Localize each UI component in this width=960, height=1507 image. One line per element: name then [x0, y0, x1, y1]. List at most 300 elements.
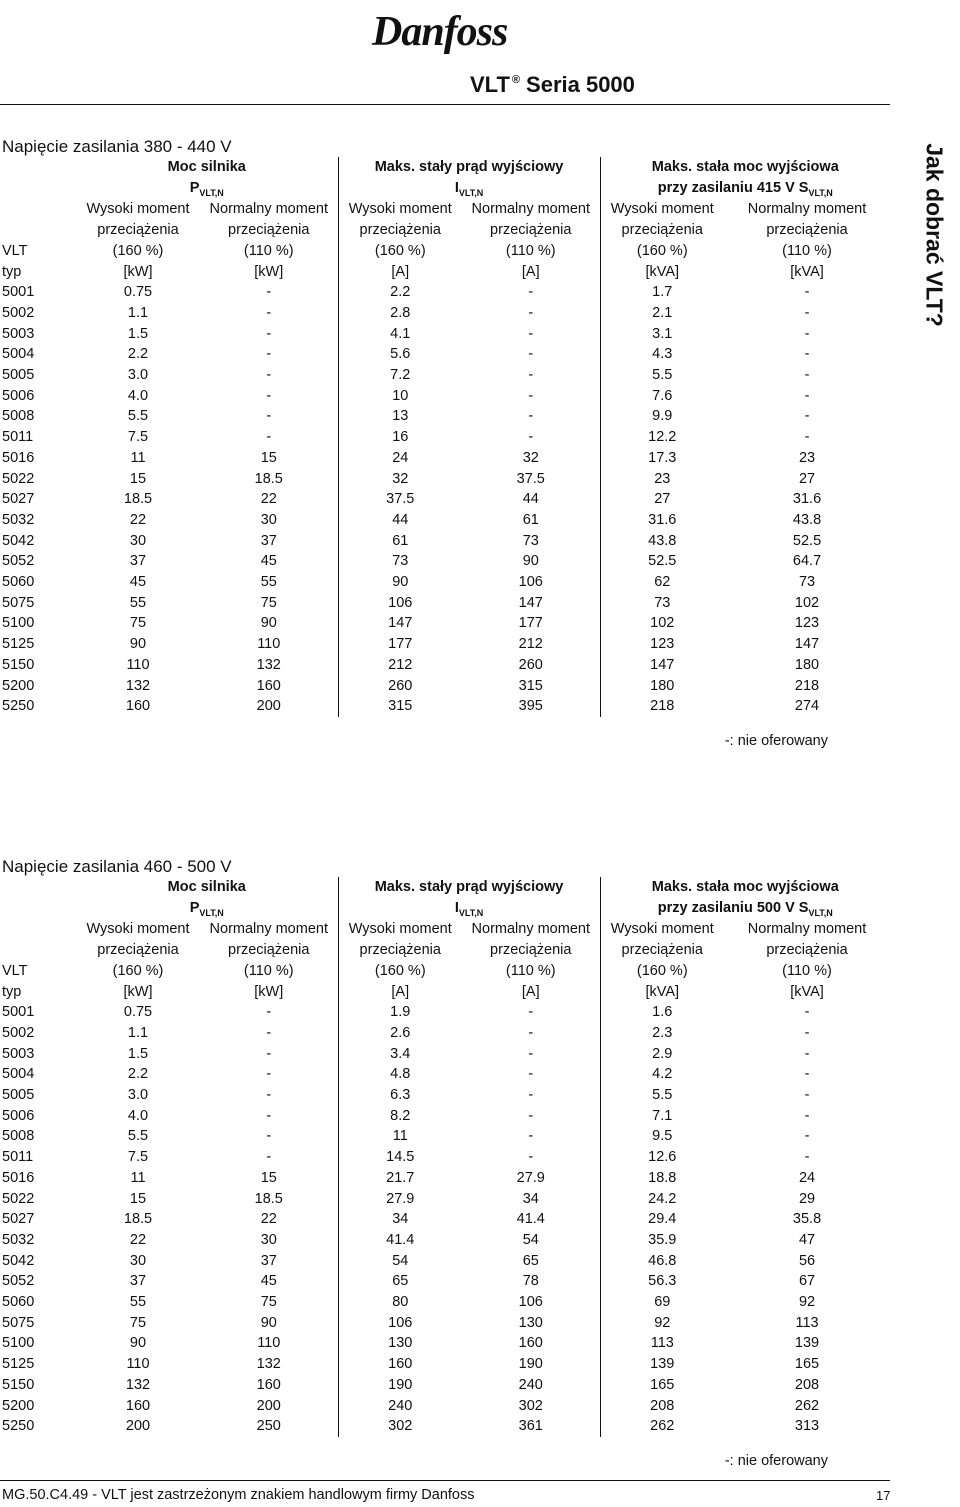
value-cell: 75	[260, 594, 277, 611]
value-cell: 30	[129, 1252, 147, 1269]
table-row	[0, 448, 890, 469]
vlt-type-cell: 5100	[2, 1335, 35, 1352]
value-cell: 8.2	[338, 1106, 462, 1127]
value-cell: 46.8	[600, 1251, 724, 1272]
side-section-title	[904, 140, 960, 330]
column-header-cell: (160 %)	[600, 961, 724, 982]
column-header-row	[0, 199, 890, 220]
value-cell: 90	[260, 615, 277, 632]
value-cell: 139	[600, 1354, 724, 1375]
vlt-type-cell: 5006	[2, 387, 35, 404]
value-cell: 218	[600, 696, 724, 717]
value-cell: 200	[256, 698, 281, 715]
column-header-cell: przeciążenia	[766, 942, 848, 959]
value-cell: 24	[798, 1169, 816, 1186]
value-cell: 113	[795, 1314, 819, 1331]
value-cell: 262	[600, 1416, 724, 1437]
value-cell: 52.5	[600, 551, 724, 572]
value-cell: 3.0	[127, 367, 149, 384]
value-cell: 18.8	[600, 1168, 724, 1189]
value-cell: 147	[600, 655, 724, 676]
page-number: 17	[876, 1488, 891, 1503]
footnote: -: nie oferowany	[724, 1453, 828, 1469]
table-row	[0, 1354, 890, 1375]
symbol-subscript: VLT,N	[199, 187, 224, 198]
column-header-cell: [A]	[521, 983, 540, 1000]
value-cell: 106	[338, 593, 462, 614]
table-row	[0, 1044, 890, 1065]
value-cell: 132	[256, 1356, 281, 1373]
vlt-type-cell: 5011	[2, 1149, 34, 1166]
value-cell: 11	[130, 1169, 146, 1186]
table-row	[0, 1416, 890, 1437]
table-row	[0, 1023, 890, 1044]
value-cell: 6.3	[338, 1085, 462, 1106]
value-cell: 2.9	[600, 1044, 724, 1065]
rating-table	[0, 157, 890, 717]
column-header-row	[0, 940, 890, 961]
vlt-type-cell: 5027	[2, 491, 35, 508]
table-row	[0, 613, 890, 634]
value-cell: 64.7	[792, 553, 822, 570]
column-header-cell	[0, 919, 76, 940]
value-cell: 132	[256, 656, 281, 673]
value-cell: -	[528, 1004, 534, 1021]
column-header-cell: (110 %)	[243, 962, 294, 979]
value-cell: 260	[518, 656, 543, 673]
value-cell: 5.5	[127, 1128, 149, 1145]
value-cell: 395	[518, 698, 543, 715]
value-cell: 15	[260, 1169, 277, 1186]
header-cell	[0, 178, 76, 200]
vlt-type-cell: 5004	[2, 1066, 35, 1083]
column-header-cell: [kVA]	[600, 262, 724, 283]
value-cell: 35.9	[600, 1230, 724, 1251]
vlt-type-cell: 5004	[2, 346, 35, 363]
value-cell: 27.9	[516, 1169, 545, 1186]
vlt-type-cell: 5150	[2, 1376, 35, 1393]
value-cell: 10	[338, 386, 462, 407]
value-cell: 2.3	[600, 1023, 724, 1044]
value-cell: 75	[129, 1314, 147, 1331]
group-title-output-current: Maks. stały prąd wyjściowy	[338, 877, 600, 898]
value-cell: 18.5	[123, 491, 153, 508]
table-row	[0, 324, 890, 345]
column-header-cell: [A]	[338, 262, 462, 283]
value-cell: -	[528, 1024, 534, 1041]
column-header-cell: (110 %)	[505, 242, 556, 259]
column-header-cell	[0, 199, 76, 220]
value-cell: 24	[338, 448, 462, 469]
value-cell: 160	[338, 1354, 462, 1375]
value-cell: 30	[260, 511, 277, 528]
value-cell: 92	[600, 1313, 724, 1334]
value-cell: -	[266, 1004, 272, 1021]
value-cell: 102	[794, 594, 820, 611]
header-cell	[0, 157, 76, 178]
value-cell: -	[804, 1045, 810, 1062]
value-cell: 43.8	[792, 511, 822, 528]
value-cell: 27	[600, 489, 724, 510]
value-cell: 11	[130, 449, 146, 466]
value-cell: 7.5	[127, 429, 149, 446]
value-cell: 61	[338, 531, 462, 552]
value-cell: 208	[794, 1376, 820, 1393]
column-header-cell: przeciążenia	[228, 222, 310, 239]
value-cell: 90	[260, 1314, 277, 1331]
vlt-type-cell: 5032	[2, 511, 35, 528]
value-cell: 22	[129, 511, 147, 528]
value-cell: 302	[518, 1397, 543, 1414]
value-cell: 160	[256, 1376, 281, 1393]
value-cell: 7.6	[600, 386, 724, 407]
group-symbol-row	[0, 178, 890, 200]
value-cell: 160	[256, 677, 281, 694]
vlt-type-cell: 5032	[2, 1231, 35, 1248]
column-header-cell: (110 %)	[243, 242, 294, 259]
column-header-cell: przeciążenia	[766, 222, 848, 239]
header-rule	[0, 104, 890, 105]
column-header-cell: (160 %)	[600, 241, 724, 262]
value-cell: 69	[600, 1292, 724, 1313]
value-cell: 90	[129, 636, 147, 653]
value-cell: 45	[129, 574, 147, 591]
column-header-row	[0, 241, 890, 262]
value-cell: -	[266, 387, 272, 404]
group-symbol	[76, 178, 338, 200]
vlt-type-cell: 5003	[2, 325, 35, 342]
value-cell: 5.5	[127, 408, 149, 425]
value-cell: 2.2	[127, 1066, 149, 1083]
column-header-cell: przeciążenia	[97, 222, 179, 239]
vlt-type-cell: 5027	[2, 1211, 35, 1228]
symbol-subscript: VLT,N	[458, 187, 484, 198]
value-cell: -	[528, 284, 534, 301]
value-cell: -	[528, 1066, 534, 1083]
value-cell: -	[528, 1045, 534, 1062]
value-cell: -	[528, 408, 534, 425]
value-cell: 23	[600, 469, 724, 490]
logo-wordmark: Danfoss	[372, 9, 508, 55]
section-title: Napięcie zasilania 460 - 500 V	[2, 857, 232, 876]
vlt-type-cell: 5022	[2, 1190, 35, 1207]
value-cell: -	[266, 346, 272, 363]
value-cell: 17.3	[600, 448, 724, 469]
value-cell: 90	[522, 553, 539, 570]
table-row	[0, 634, 890, 655]
section-title: Napięcie zasilania 380 - 440 V	[2, 137, 232, 156]
table-row	[0, 1230, 890, 1251]
group-symbol	[76, 898, 338, 920]
value-cell: 27.9	[338, 1189, 462, 1210]
column-header-cell: Wysoki moment	[338, 199, 462, 220]
table-row	[0, 282, 890, 303]
value-cell: 180	[794, 656, 820, 673]
table-row	[0, 593, 890, 614]
vlt-type-cell: 5001	[2, 1004, 35, 1021]
value-cell: 302	[338, 1416, 462, 1437]
value-cell: 4.8	[338, 1064, 462, 1085]
value-cell: -	[266, 1066, 272, 1083]
column-header-cell: Wysoki moment	[338, 919, 462, 940]
group-title-output-power: Maks. stała moc wyjściowa	[600, 877, 890, 898]
group-header-row	[0, 157, 890, 178]
value-cell: 54	[522, 1231, 539, 1248]
value-cell: 80	[338, 1292, 462, 1313]
value-cell: 24.2	[600, 1189, 724, 1210]
value-cell: 177	[518, 615, 543, 632]
value-cell: -	[528, 1128, 534, 1145]
group-title-output-current: Maks. stały prąd wyjściowy	[338, 157, 600, 178]
value-cell: 4.1	[338, 324, 462, 345]
value-cell: 110	[257, 636, 281, 653]
value-cell: 30	[260, 1231, 277, 1248]
vlt-type-cell: 5060	[2, 574, 35, 591]
value-cell: 30	[129, 532, 147, 549]
value-cell: 5.5	[600, 1085, 724, 1106]
value-cell: 18.5	[254, 470, 283, 487]
value-cell: -	[528, 1107, 534, 1124]
value-cell: 18.5	[123, 1211, 153, 1228]
value-cell: 43.8	[600, 531, 724, 552]
value-cell: 21.7	[338, 1168, 462, 1189]
column-header-cell: przeciążenia	[600, 220, 724, 241]
column-header-cell: przeciążenia	[600, 940, 724, 961]
symbol-subscript: VLT,N	[808, 187, 833, 198]
value-cell: 132	[125, 677, 151, 694]
value-cell: -	[804, 1066, 810, 1083]
table-row	[0, 365, 890, 386]
value-cell: 47	[798, 1231, 816, 1248]
value-cell: -	[528, 1149, 534, 1166]
value-cell: 56.3	[600, 1271, 724, 1292]
symbol-subscript: VLT,N	[458, 907, 484, 918]
table-row	[0, 303, 890, 324]
value-cell: -	[804, 429, 810, 446]
value-cell: 90	[129, 1335, 147, 1352]
series-title-suffix: Seria 5000	[526, 72, 635, 97]
value-cell: 31.6	[600, 510, 724, 531]
column-header-row	[0, 961, 890, 982]
value-cell: 315	[338, 696, 462, 717]
value-cell: 22	[129, 1231, 147, 1248]
column-header-cell: Wysoki moment	[86, 201, 190, 218]
table-row	[0, 572, 890, 593]
value-cell: 110	[126, 1356, 150, 1373]
value-cell: 2.2	[127, 346, 149, 363]
value-cell: 200	[125, 1418, 151, 1435]
value-cell: 208	[600, 1396, 724, 1417]
vlt-type-cell: 5001	[2, 284, 35, 301]
value-cell: 212	[338, 655, 462, 676]
value-cell: 27	[798, 470, 816, 487]
vlt-type-cell: 5060	[2, 1294, 35, 1311]
value-cell: 73	[338, 551, 462, 572]
group-symbol	[338, 178, 600, 200]
value-cell: -	[804, 1107, 810, 1124]
table-row	[0, 1271, 890, 1292]
value-cell: -	[528, 367, 534, 384]
value-cell: 4.0	[127, 1107, 149, 1124]
group-symbol-row	[0, 898, 890, 920]
value-cell: 106	[338, 1313, 462, 1334]
value-cell: 7.2	[338, 365, 462, 386]
value-cell: 165	[794, 1356, 820, 1373]
column-header-row	[0, 262, 890, 283]
symbol-text: P	[189, 899, 200, 916]
column-header-row	[0, 220, 890, 241]
vlt-type-cell: 5042	[2, 1252, 35, 1269]
value-cell: -	[528, 429, 534, 446]
column-header-cell: (110 %)	[505, 962, 556, 979]
value-cell: 44	[338, 510, 462, 531]
value-cell: 260	[338, 676, 462, 697]
table-row	[0, 1375, 890, 1396]
vlt-type-cell: 5200	[2, 1397, 35, 1414]
column-header-cell: przeciążenia	[97, 942, 179, 959]
column-header-cell: [kW]	[123, 983, 153, 1000]
column-header-cell: Normalny moment	[209, 201, 328, 218]
table-row	[0, 1189, 890, 1210]
table-row	[0, 1002, 890, 1023]
value-cell: -	[266, 1107, 272, 1124]
footnote: -: nie oferowany	[724, 733, 828, 749]
value-cell: 3.1	[600, 324, 724, 345]
value-cell: 0.75	[123, 1004, 153, 1021]
table-row	[0, 489, 890, 510]
value-cell: 0.75	[123, 284, 153, 301]
column-header-cell: (160 %)	[112, 962, 164, 979]
column-header-cell: [kW]	[254, 263, 284, 280]
value-cell: 1.1	[127, 1024, 149, 1041]
value-cell: 132	[125, 1376, 151, 1393]
value-cell: 102	[600, 613, 724, 634]
value-cell: 37	[129, 1273, 147, 1290]
value-cell: 13	[338, 406, 462, 427]
value-cell: 37.5	[516, 470, 545, 487]
value-cell: 113	[600, 1333, 724, 1354]
column-header-cell: Wysoki moment	[86, 921, 190, 938]
value-cell: 139	[794, 1335, 820, 1352]
value-cell: 52.5	[792, 532, 822, 549]
value-cell: 240	[338, 1396, 462, 1417]
value-cell: 160	[518, 1335, 543, 1352]
value-cell: 32	[338, 469, 462, 490]
value-cell: 90	[338, 572, 462, 593]
value-cell: 160	[125, 698, 151, 715]
value-cell: 65	[522, 1252, 539, 1269]
group-symbol	[600, 898, 890, 920]
column-header-cell: [A]	[338, 982, 462, 1003]
value-cell: 41.4	[516, 1211, 545, 1228]
value-cell: 73	[522, 532, 539, 549]
value-cell: 55	[129, 1294, 147, 1311]
value-cell: -	[804, 284, 810, 301]
value-cell: 75	[260, 1294, 277, 1311]
value-cell: -	[804, 346, 810, 363]
value-cell: 4.3	[600, 344, 724, 365]
vlt-type-cell: 5250	[2, 698, 35, 715]
value-cell: 240	[518, 1376, 543, 1393]
value-cell: -	[804, 408, 810, 425]
registered-mark: ®	[511, 74, 521, 86]
table-row	[0, 1126, 890, 1147]
value-cell: 75	[129, 615, 147, 632]
vlt-type-cell: 5008	[2, 408, 35, 425]
value-cell: 2.8	[338, 303, 462, 324]
group-header-row	[0, 877, 890, 898]
header-cell	[0, 877, 76, 898]
table-row	[0, 386, 890, 407]
value-cell: 262	[794, 1397, 820, 1414]
table-row	[0, 1396, 890, 1417]
table-row	[0, 1168, 890, 1189]
symbol-text: P	[189, 179, 200, 196]
symbol-text: I	[454, 179, 459, 196]
value-cell: 9.9	[600, 406, 724, 427]
value-cell: -	[804, 1004, 810, 1021]
vlt-type-cell: 5016	[2, 449, 35, 466]
column-header-cell: [kVA]	[790, 263, 824, 280]
value-cell: -	[804, 1087, 810, 1104]
value-cell: -	[804, 1149, 810, 1166]
group-symbol	[338, 898, 600, 920]
table-row	[0, 1251, 890, 1272]
value-cell: -	[528, 325, 534, 342]
table-row	[0, 1106, 890, 1127]
value-cell: 65	[338, 1271, 462, 1292]
value-cell: 78	[522, 1273, 539, 1290]
rating-table	[0, 877, 890, 1437]
column-header-cell: Wysoki moment	[600, 919, 724, 940]
column-header-cell: [A]	[521, 263, 540, 280]
value-cell: 7.1	[600, 1106, 724, 1127]
value-cell: -	[266, 1149, 272, 1166]
value-cell: 32	[522, 449, 539, 466]
column-header-cell: VLT	[2, 242, 28, 259]
value-cell: 5.6	[338, 344, 462, 365]
table-row	[0, 344, 890, 365]
value-cell: 29	[798, 1190, 816, 1207]
value-cell: 4.2	[600, 1064, 724, 1085]
value-cell: 92	[798, 1294, 816, 1311]
vlt-type-cell: 5200	[2, 677, 35, 694]
value-cell: 110	[257, 1335, 281, 1352]
table-row	[0, 1085, 890, 1106]
value-cell: 123	[794, 615, 820, 632]
value-cell: 250	[256, 1418, 281, 1435]
value-cell: 3.4	[338, 1044, 462, 1065]
table-row	[0, 469, 890, 490]
value-cell: 73	[798, 574, 816, 591]
value-cell: 190	[518, 1356, 543, 1373]
value-cell: -	[804, 367, 810, 384]
column-header-cell: przeciążenia	[338, 940, 462, 961]
value-cell: -	[804, 325, 810, 342]
value-cell: -	[804, 304, 810, 321]
vlt-type-cell: 5042	[2, 532, 35, 549]
value-cell: 44	[522, 491, 539, 508]
vlt-type-cell: 5075	[2, 1314, 35, 1331]
value-cell: 11	[338, 1126, 462, 1147]
table-row	[0, 427, 890, 448]
value-cell: -	[528, 304, 534, 321]
vlt-type-cell: 5075	[2, 594, 35, 611]
vlt-type-cell: 5002	[2, 1024, 35, 1041]
series-title	[470, 72, 635, 98]
value-cell: 34	[338, 1209, 462, 1230]
value-cell: 15	[260, 449, 277, 466]
